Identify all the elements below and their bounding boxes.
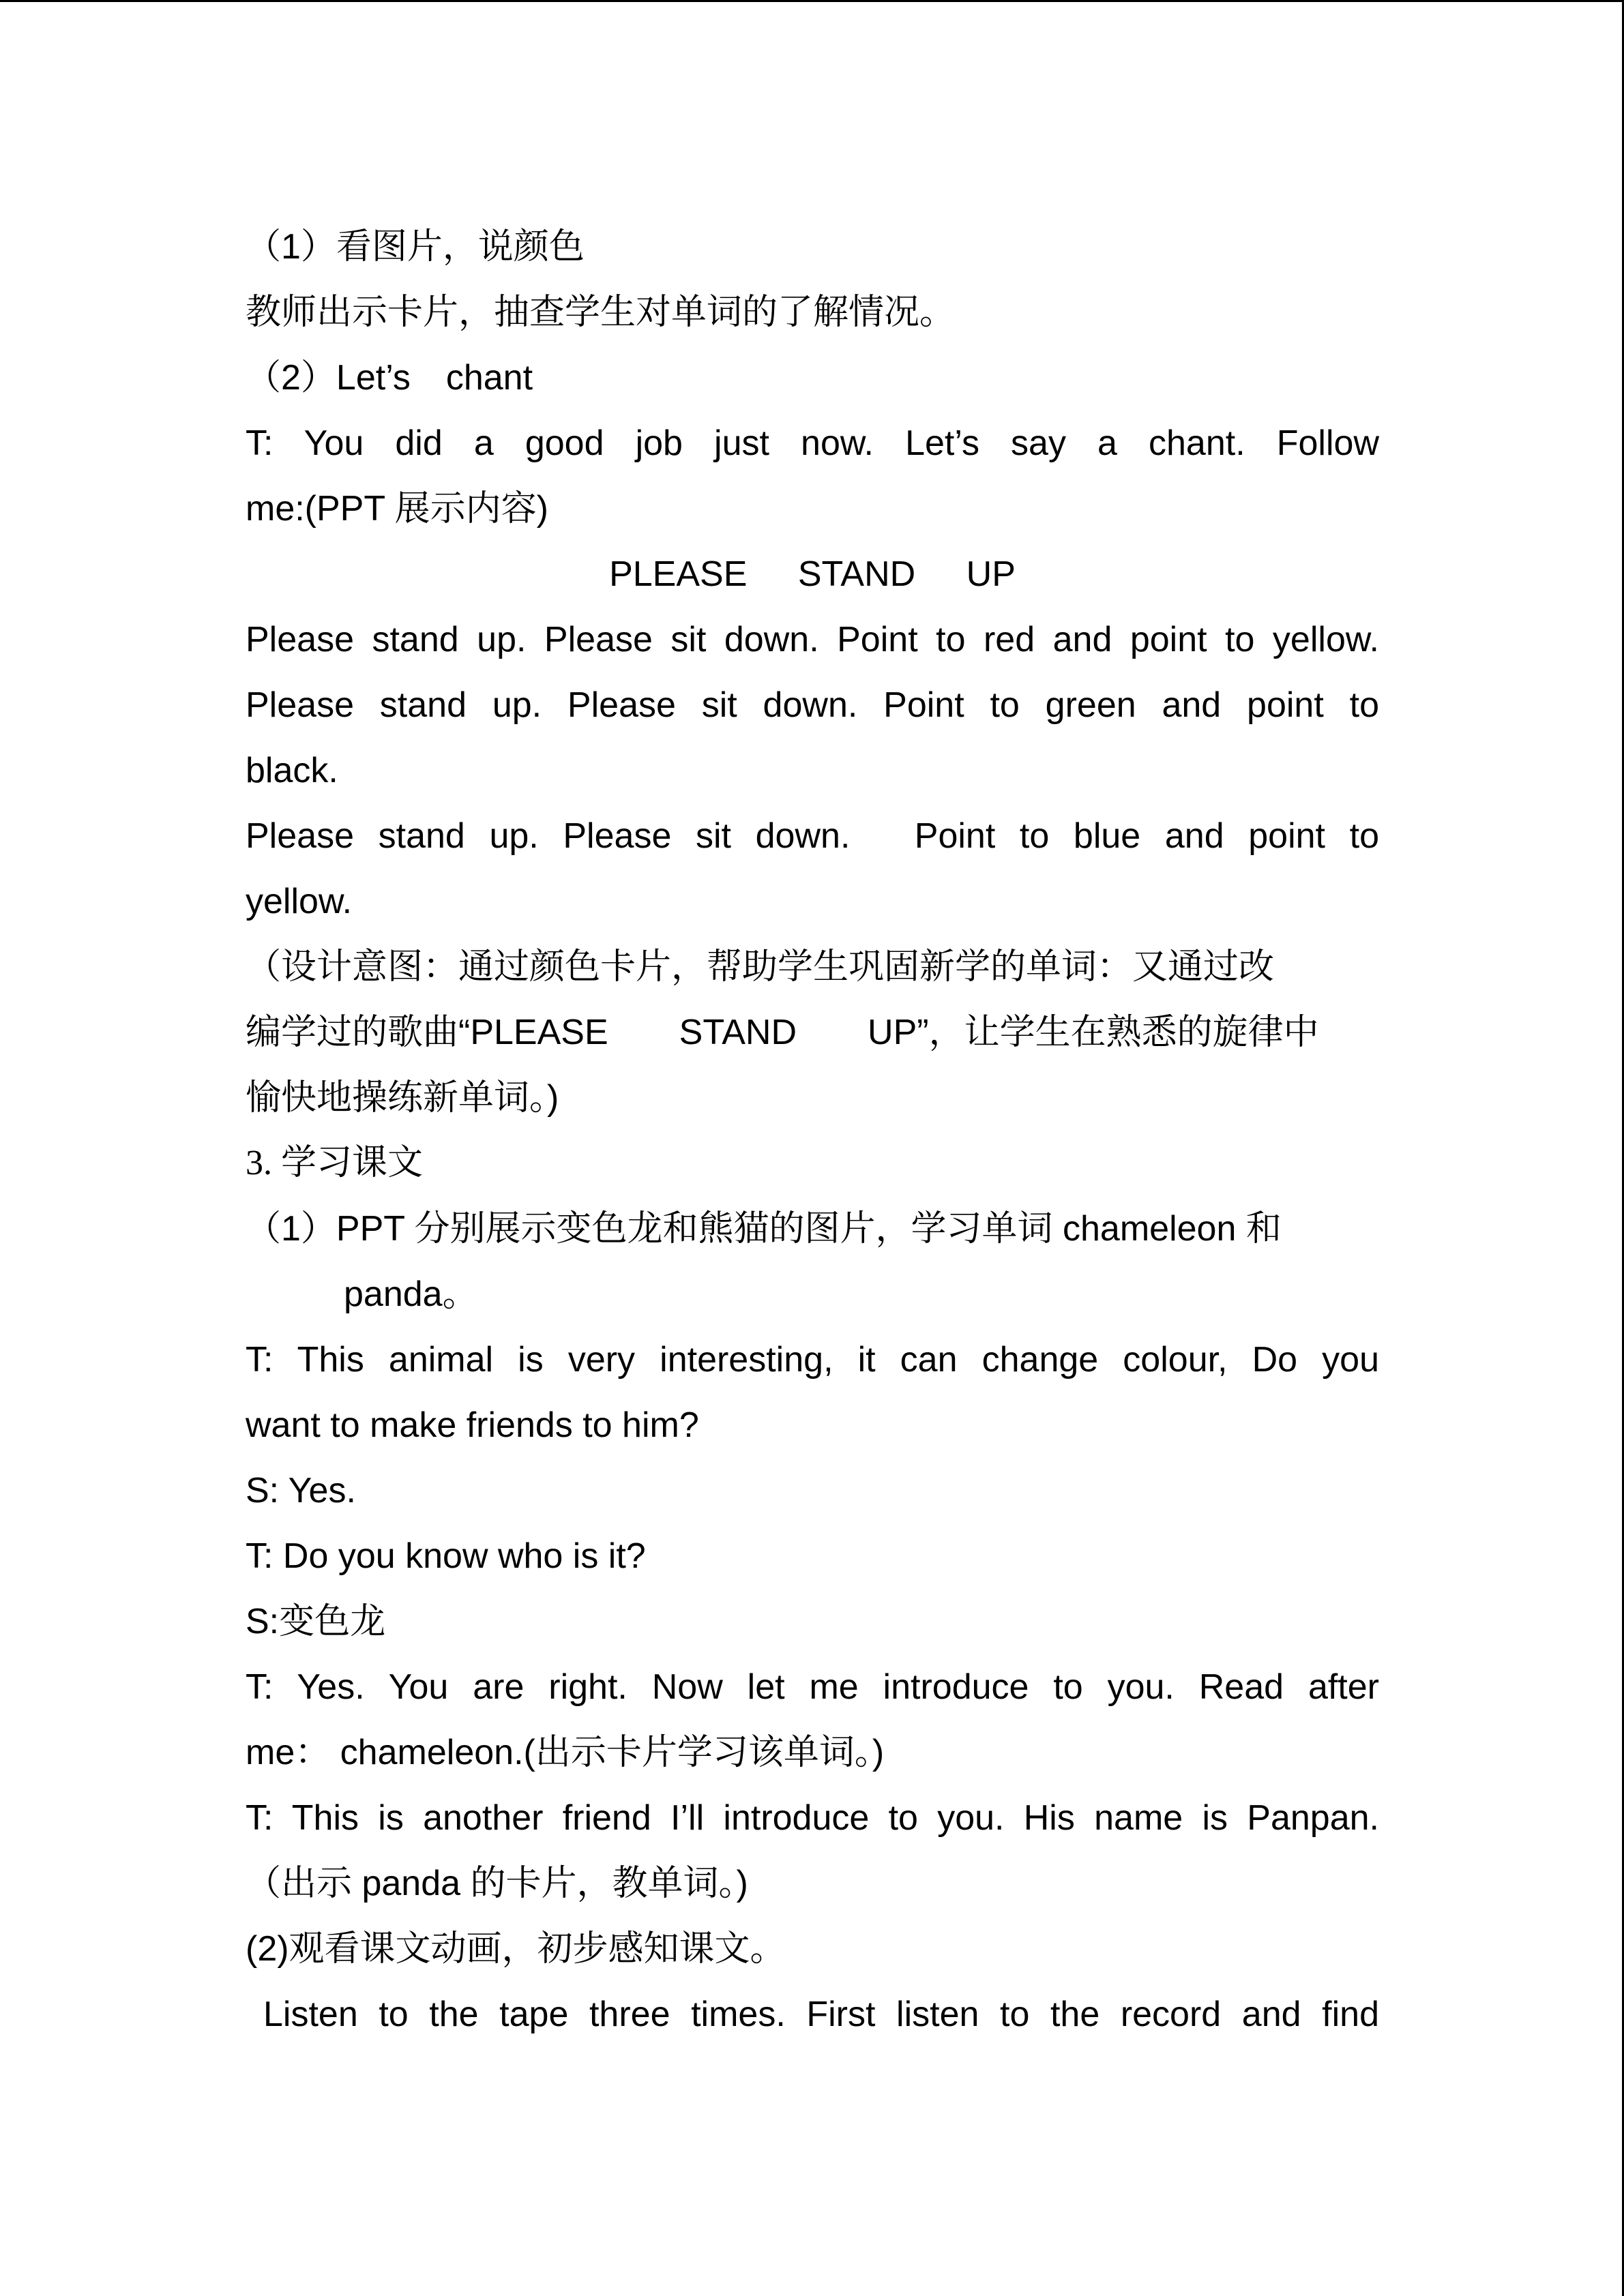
text-line: me:(PPT 展示内容) <box>246 489 548 528</box>
text-line: yellow. <box>246 882 353 921</box>
text-line: 教师出示卡片，抽查学生对单词的了解情况。 <box>246 293 956 332</box>
text-line: T: Yes. You are right. Now let me introduce to you. Read after <box>246 1667 1379 1707</box>
text-line: Listen to the tape three times. First listen to the record and find <box>263 1995 1379 2034</box>
top-border-line <box>0 0 1624 2</box>
text-line: want to make friends to him? <box>246 1405 699 1445</box>
text-line: T: Do you know who is it? <box>246 1536 646 1576</box>
text-line: panda。 <box>344 1274 478 1314</box>
text-line: me： chameleon.(出示卡片学习该单词。) <box>246 1733 885 1772</box>
text-line: T: You did a good job just now. Let’s say a chant. Follow <box>246 423 1379 463</box>
text-line: （1）看图片，说颜色 <box>246 227 585 267</box>
text-line: T: This animal is very interesting, it can change colour, Do you <box>246 1340 1379 1380</box>
text-line: (2)观看课文动画，初步感知课文。 <box>246 1929 786 1969</box>
text-line: S:变色龙 <box>246 1602 386 1641</box>
text-line: （设计意图：通过颜色卡片，帮助学生巩固新学的单词：又通过改 <box>246 947 1275 987</box>
text-line: S: Yes. <box>246 1471 356 1510</box>
text-line: black. <box>246 751 338 790</box>
text-line: （1）PPT 分别展示变色龙和熊猫的图片，学习单词 chameleon 和 <box>246 1209 1282 1249</box>
document-body <box>246 214 1379 2047</box>
chant-title: PLEASE STAND UP <box>609 554 1016 594</box>
text-line: （2）Let’s chant <box>246 358 533 398</box>
text-line: T: This is another friend I’ll introduce to you. His name is Panpan. <box>246 1798 1379 1838</box>
text-line: 编学过的歌曲“PLEASE STAND UP”，让学生在熟悉的旋律中 <box>246 1013 1319 1052</box>
text-line: Please stand up. Please sit down. Point to green and point to <box>246 685 1379 725</box>
text-line: 愉快地操练新单词。) <box>246 1078 559 1118</box>
text-line: （出示 panda 的卡片，教单词。) <box>246 1864 748 1903</box>
text-line: Please stand up. Please sit down. Point to red and point to yellow. <box>246 620 1379 659</box>
section-heading: 3. 学习课文 <box>246 1144 424 1182</box>
text-line: Please stand up. Please sit down. Point to blue and point to <box>246 816 1379 856</box>
